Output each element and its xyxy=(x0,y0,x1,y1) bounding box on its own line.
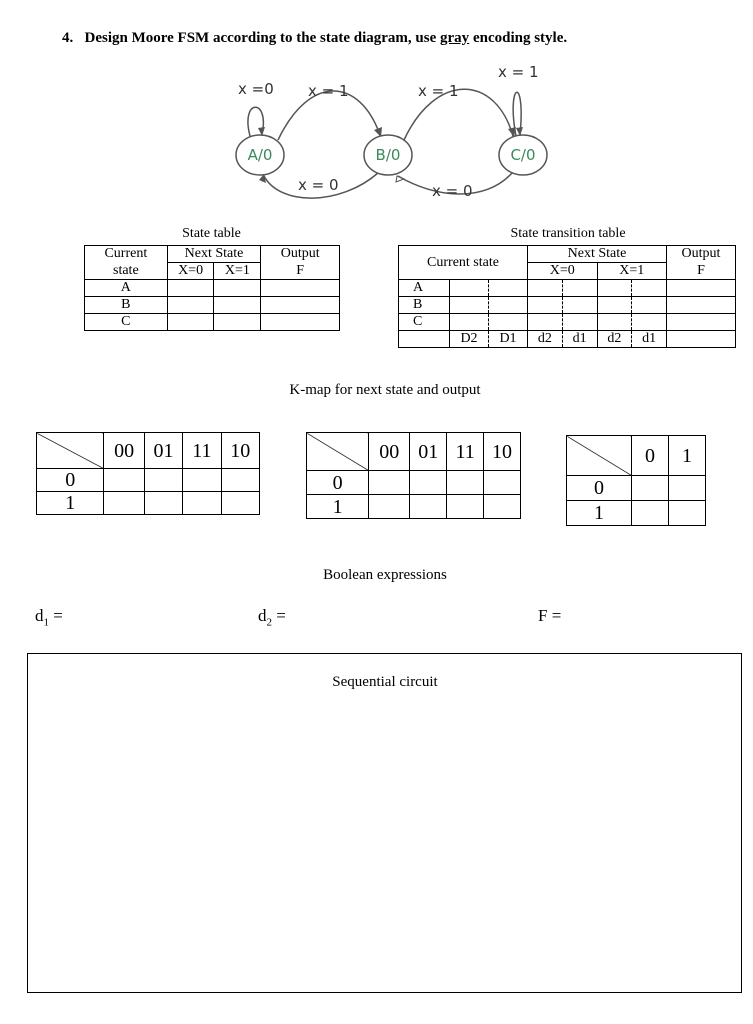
expr-d1: $d_1$ = xyxy=(35,606,63,629)
question-text-after: encoding style. xyxy=(469,30,568,46)
kmap-col-label: 0 xyxy=(632,436,669,476)
kmap-col-label: 01 xyxy=(410,433,447,471)
kmap-cell[interactable] xyxy=(144,469,182,492)
table-row xyxy=(399,331,736,348)
sequential-caption: Sequential circuit xyxy=(332,674,438,690)
question-underlined-word: gray xyxy=(440,30,470,46)
tt-footer-d1-x0: d1 xyxy=(562,331,597,348)
tt-footer-empty xyxy=(667,331,736,348)
table-row xyxy=(85,314,340,331)
boolean-caption: Boolean expressions xyxy=(323,567,447,583)
kmap-corner xyxy=(567,436,632,476)
kmap-col-label: 10 xyxy=(221,433,259,469)
st-cell[interactable] xyxy=(261,297,340,314)
kmap-cell[interactable] xyxy=(410,495,447,519)
tt-cell[interactable] xyxy=(562,314,597,331)
kmap-col-label: 00 xyxy=(104,433,144,469)
table-row xyxy=(399,297,736,314)
st-cell[interactable] xyxy=(261,314,340,331)
tt-header-x0: X=0 xyxy=(528,263,598,280)
state-a-label: A/0 xyxy=(247,146,273,164)
kmap-cell[interactable] xyxy=(144,492,182,515)
st-cell[interactable] xyxy=(214,314,261,331)
transition-table-caption: State transition table xyxy=(510,226,626,241)
kmap-2 xyxy=(306,432,521,519)
tt-cell[interactable] xyxy=(528,297,563,314)
tt-cell[interactable] xyxy=(632,314,667,331)
question-title xyxy=(62,30,567,47)
kmap-cell[interactable] xyxy=(447,471,484,495)
st-cell[interactable] xyxy=(167,314,214,331)
st-cell[interactable] xyxy=(214,297,261,314)
tt-footer-empty xyxy=(399,331,450,348)
st-row-label: C xyxy=(85,314,168,331)
kmap-3 xyxy=(566,435,706,526)
kmap-cell[interactable] xyxy=(221,469,259,492)
tt-cell[interactable] xyxy=(597,280,632,297)
tt-row-label: B xyxy=(399,297,450,314)
tt-cell[interactable] xyxy=(597,297,632,314)
kmap-col-label: 11 xyxy=(183,433,221,469)
kmap-col-label: 10 xyxy=(484,433,521,471)
tt-header-f: F xyxy=(667,263,736,280)
expr-d2: $d_2$ = xyxy=(258,606,286,629)
tt-cell[interactable] xyxy=(632,297,667,314)
question-number: 4. xyxy=(62,30,74,46)
tt-footer-d2-x1: d2 xyxy=(597,331,632,348)
kmap-col-label: 1 xyxy=(669,436,706,476)
transition-table xyxy=(398,245,736,348)
table-row xyxy=(399,280,736,297)
tt-cell[interactable] xyxy=(562,280,597,297)
tt-cell[interactable] xyxy=(562,297,597,314)
state-c-label: C/0 xyxy=(510,146,536,164)
tt-footer-D1: D1 xyxy=(489,331,528,348)
question-text-before: Design Moore FSM according to the state diagram, use xyxy=(84,30,441,46)
st-header-next: Next State xyxy=(167,246,261,263)
kmap-cell[interactable] xyxy=(410,471,447,495)
kmap-cell[interactable] xyxy=(369,471,410,495)
tt-cell[interactable] xyxy=(450,280,489,297)
label-b-to-a: x = 0 xyxy=(298,176,339,194)
kmap-cell[interactable] xyxy=(104,469,144,492)
kmap-row-label: 1 xyxy=(307,495,369,519)
tt-cell[interactable] xyxy=(667,280,736,297)
tt-cell[interactable] xyxy=(489,314,528,331)
kmap-cell[interactable] xyxy=(369,495,410,519)
label-b-to-c: x = 1 xyxy=(418,82,459,100)
tt-header-current: Current state xyxy=(399,246,528,280)
kmap-col-label: 01 xyxy=(144,433,182,469)
st-header-x1: X=1 xyxy=(214,263,261,280)
kmap-row-label: 0 xyxy=(567,476,632,501)
state-table xyxy=(84,245,340,331)
tt-footer-d2-x0: d2 xyxy=(528,331,563,348)
label-a-to-b: x = 1 xyxy=(308,82,349,100)
label-c-to-b: x = 0 xyxy=(432,182,473,200)
tt-header-x1: X=1 xyxy=(597,263,667,280)
kmap-cell[interactable] xyxy=(447,495,484,519)
kmap-corner xyxy=(37,433,104,469)
label-c-to-c: x = 1 xyxy=(498,63,539,81)
st-cell[interactable] xyxy=(261,280,340,297)
kmap-row-label: 0 xyxy=(307,471,369,495)
st-header-output: Output xyxy=(261,246,340,263)
kmap-cell[interactable] xyxy=(221,492,259,515)
kmap-cell[interactable] xyxy=(183,492,221,515)
arrow-head-a-to-b xyxy=(374,127,382,137)
label-a-to-a: x =0 xyxy=(238,80,274,98)
table-row xyxy=(85,297,340,314)
kmap-col-label: 00 xyxy=(369,433,410,471)
st-row-label: B xyxy=(85,297,168,314)
tt-cell[interactable] xyxy=(489,297,528,314)
kmap-row-label: 1 xyxy=(567,501,632,526)
tt-row-label: C xyxy=(399,314,450,331)
kmap-cell[interactable] xyxy=(632,501,669,526)
tt-cell[interactable] xyxy=(667,297,736,314)
kmap-cell[interactable] xyxy=(669,476,706,501)
kmap-cell[interactable] xyxy=(104,492,144,515)
tt-footer-D2: D2 xyxy=(450,331,489,348)
tt-row-label: A xyxy=(399,280,450,297)
table-row xyxy=(85,280,340,297)
tt-cell[interactable] xyxy=(489,280,528,297)
tt-cell[interactable] xyxy=(450,314,489,331)
state-diagram xyxy=(220,58,560,208)
kmap-corner xyxy=(307,433,369,471)
kmap-row-label: 1 xyxy=(37,492,104,515)
tt-header-next: Next State xyxy=(528,246,667,263)
kmap-col-label: 11 xyxy=(447,433,484,471)
kmap-cell[interactable] xyxy=(484,471,521,495)
kmap-caption: K-map for next state and output xyxy=(289,382,481,398)
tt-cell[interactable] xyxy=(528,314,563,331)
tt-cell[interactable] xyxy=(450,297,489,314)
kmap-row-label: 0 xyxy=(37,469,104,492)
st-header-f: F xyxy=(261,263,340,280)
state-b-label: B/0 xyxy=(375,146,401,164)
kmap-cell[interactable] xyxy=(484,495,521,519)
st-header-current: Current xyxy=(85,246,168,263)
arrow-head-c-to-b xyxy=(396,176,404,182)
kmap-cell[interactable] xyxy=(183,469,221,492)
table-row xyxy=(399,314,736,331)
tt-footer-d1-x1: d1 xyxy=(632,331,667,348)
st-cell[interactable] xyxy=(167,297,214,314)
tt-cell[interactable] xyxy=(528,280,563,297)
state-table-caption: State table xyxy=(182,226,241,241)
kmap-1 xyxy=(36,432,260,515)
tt-cell[interactable] xyxy=(597,314,632,331)
st-header-x0: X=0 xyxy=(167,263,214,280)
tt-cell[interactable] xyxy=(632,280,667,297)
kmap-cell[interactable] xyxy=(632,476,669,501)
tt-cell[interactable] xyxy=(667,314,736,331)
st-header-state: state xyxy=(85,263,168,280)
expr-f: F = xyxy=(538,606,562,625)
st-cell[interactable] xyxy=(167,280,214,297)
st-cell[interactable] xyxy=(214,280,261,297)
tt-header-output: Output xyxy=(667,246,736,263)
kmap-cell[interactable] xyxy=(669,501,706,526)
st-row-label: A xyxy=(85,280,168,297)
sequential-circuit-box[interactable] xyxy=(27,653,742,993)
